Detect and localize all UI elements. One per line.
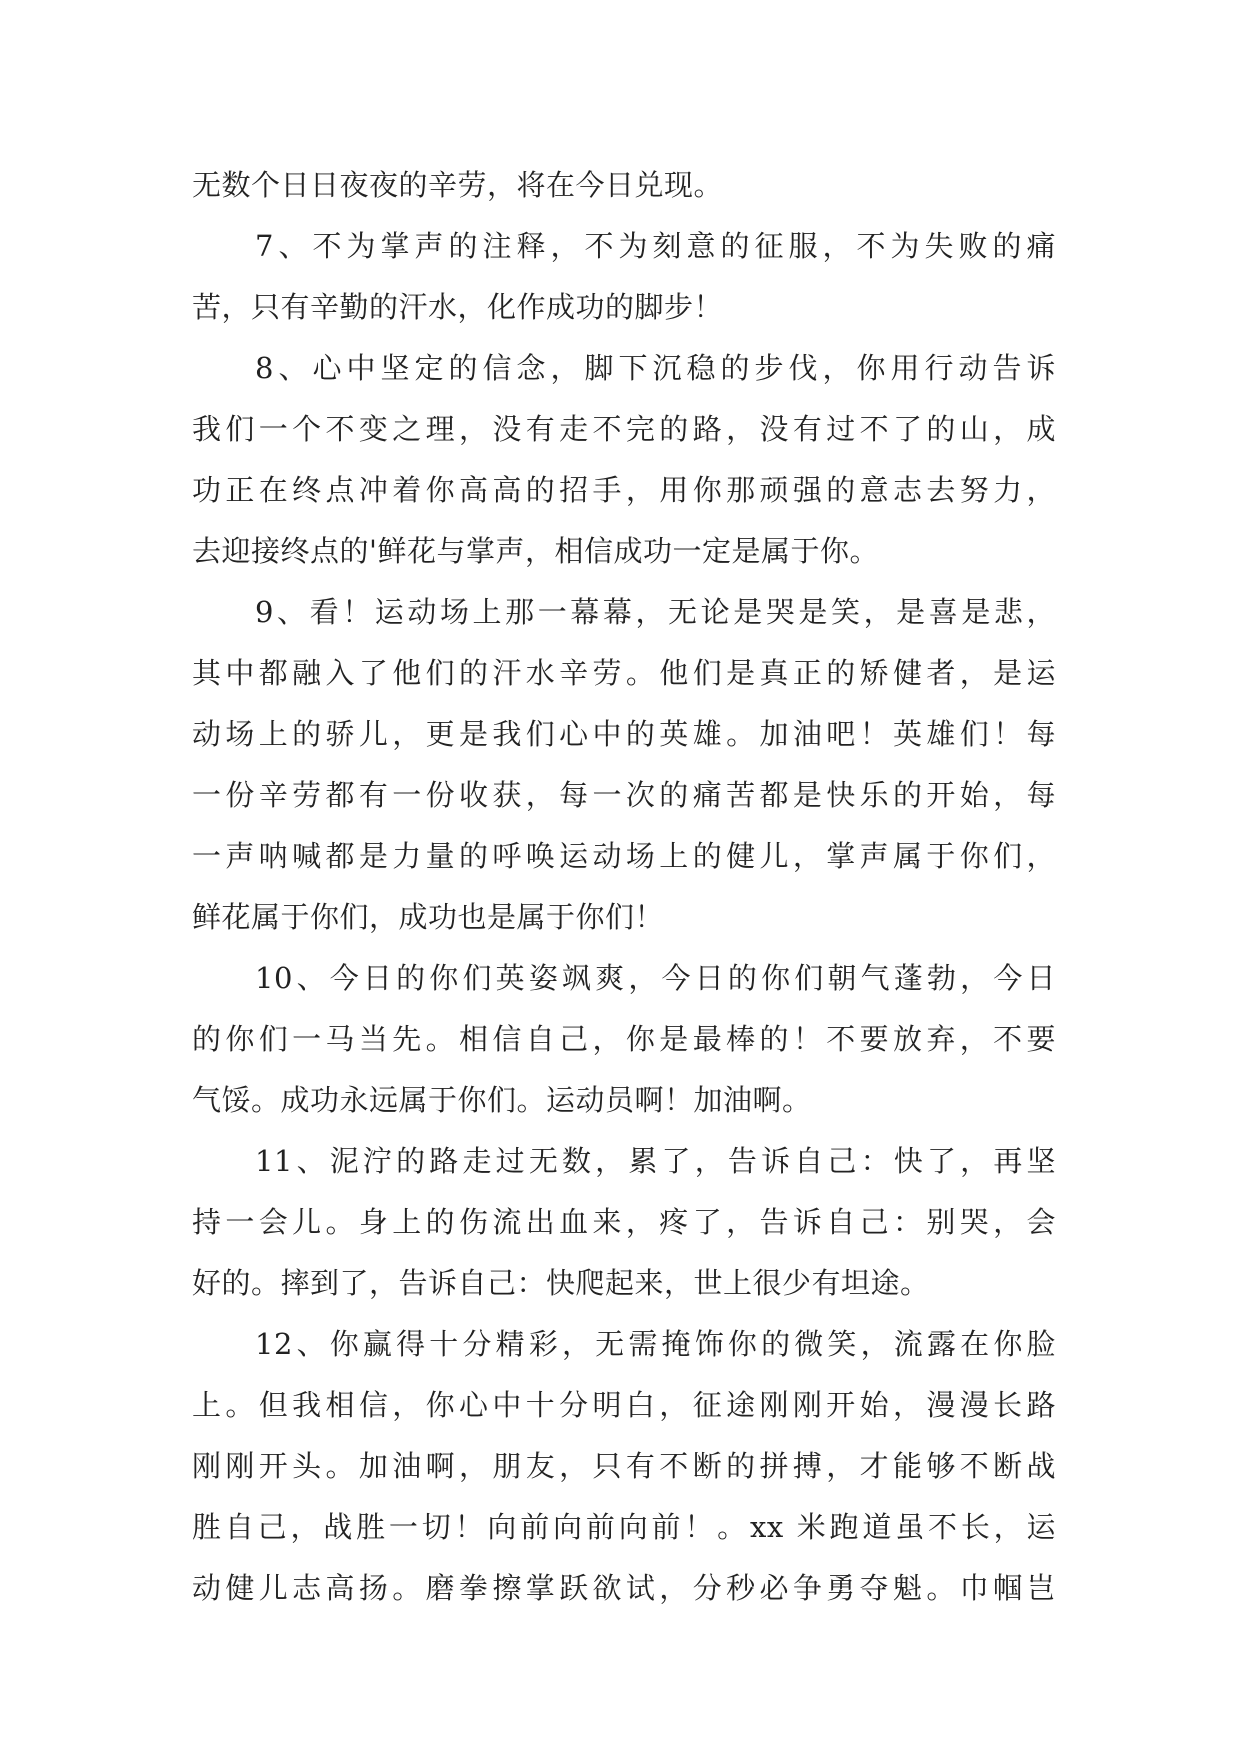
text-line: 胜自己，战胜一切！向前向前向前！。xx 米跑道虽不长，运: [192, 1510, 1056, 1544]
text-line: 去迎接终点的'鲜花与掌声，相信成功一定是属于你。: [192, 534, 879, 568]
text-line: 好的。摔到了，告诉自己：快爬起来，世上很少有坦途。: [192, 1266, 930, 1300]
text-line: 一声呐喊都是力量的呼唤运动场上的健儿，掌声属于你们，: [192, 839, 1056, 873]
text-line: 其中都融入了他们的汗水辛劳。他们是真正的矫健者，是运: [192, 656, 1056, 690]
text-line: 11、泥泞的路走过无数，累了，告诉自己：快了，再坚: [255, 1144, 1056, 1178]
text-line: 刚刚开头。加油啊，朋友，只有不断的拼搏，才能够不断战: [192, 1449, 1056, 1483]
text-line: 12、你赢得十分精彩，无需掩饰你的微笑，流露在你脸: [255, 1327, 1056, 1361]
text-line: 无数个日日夜夜的辛劳，将在今日兑现。: [192, 168, 724, 202]
text-line: 8、心中坚定的信念，脚下沉稳的步伐，你用行动告诉: [255, 351, 1056, 385]
text-line: 10、今日的你们英姿飒爽，今日的你们朝气蓬勃，今日: [255, 961, 1056, 995]
text-line: 的你们一马当先。相信自己，你是最棒的！不要放弃，不要: [192, 1022, 1056, 1056]
text-line: 上。但我相信，你心中十分明白，征途刚刚开始，漫漫长路: [192, 1388, 1056, 1422]
text-line: 9、看！运动场上那一幕幕，无论是哭是笑，是喜是悲，: [255, 595, 1056, 629]
text-line: 功正在终点冲着你高高的招手，用你那顽强的意志去努力，: [192, 473, 1056, 507]
text-line: 动场上的骄儿，更是我们心中的英雄。加油吧！英雄们！每: [192, 717, 1056, 751]
text-line: 我们一个不变之理，没有走不完的路，没有过不了的山，成: [192, 412, 1056, 446]
text-line: 气馁。成功永远属于你们。运动员啊！加油啊。: [192, 1083, 812, 1117]
text-line: 苦，只有辛勤的汗水，化作成功的脚步！: [192, 290, 724, 324]
document-body: [192, 155, 1056, 1619]
text-line: 一份辛劳都有一份收获，每一次的痛苦都是快乐的开始，每: [192, 778, 1056, 812]
text-line: 动健儿志高扬。磨拳擦掌跃欲试，分秒必争勇夺魁。巾帼岂: [192, 1571, 1056, 1605]
text-line: 持一会儿。身上的伤流出血来，疼了，告诉自己：别哭，会: [192, 1205, 1056, 1239]
text-line: 鲜花属于你们，成功也是属于你们！: [192, 900, 665, 934]
text-line: 7、不为掌声的注释，不为刻意的征服，不为失败的痛: [255, 229, 1056, 263]
